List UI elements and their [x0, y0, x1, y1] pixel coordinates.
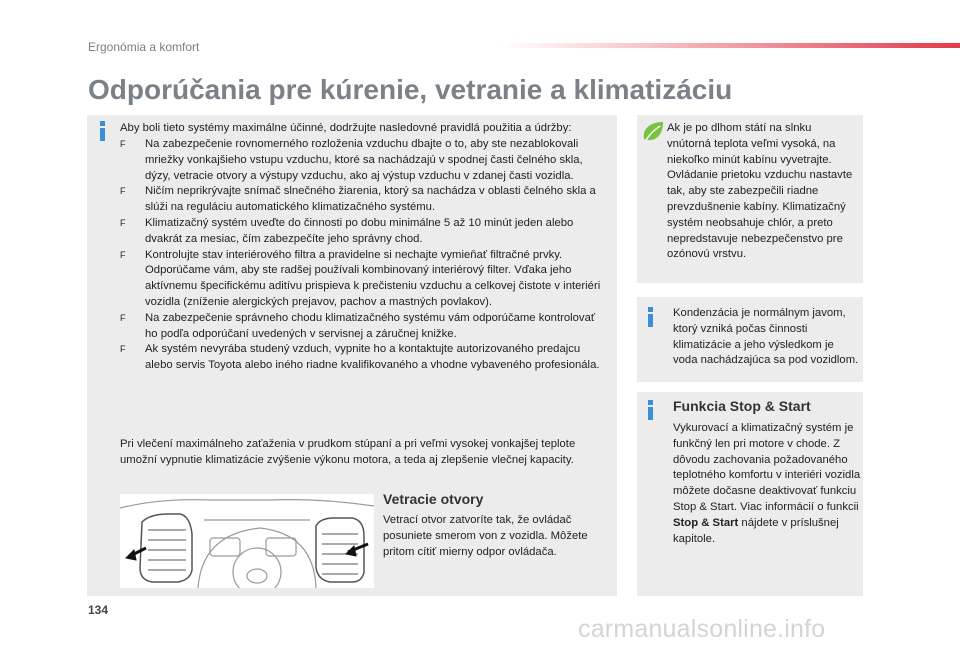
list-item: F Na zabezpečenie správneho chodu klimatizačného systému vám odporúčame kontrolovať ho podľa odporúčaní uvedených v servisnej a záručnej knižke. — [120, 311, 596, 340]
header-accent-bar — [500, 43, 960, 48]
list-item: F Kontrolujte stav interiérového filtra a pravidelne si nechajte vymieňať filtračné prvky. Odporúčame vám, aby ste radšej používali kombinovaný interiérový filter. Vďaka jeho aktívnemu špecifickému aditívu prispieva k prečisteniu vzduchu a celkovej čistote v interiéri vozidla (zníženie alergických prejavov, pachov a mastných povlakov). — [120, 248, 601, 308]
bullet-marker: F — [120, 186, 126, 197]
list-item: F Ak systém nevyrába studený vzduch, vypnite ho a kontaktujte autorizovaného predajcu alebo servis Toyota alebo iného riadne kvalifikovaného a vhodne vybaveného profesionála. — [120, 343, 600, 372]
info-icon — [646, 307, 654, 327]
towing-paragraph: Pri vlečení maximálneho zaťaženia v prudkom stúpaní a pri veľmi vysokej vonkajšej teplote umožní vypnutie klimatizácie zvýšenie výkonu motora, a teda aj zlepšenie vlečnej kapacity. — [120, 438, 576, 466]
page-number: 134 — [88, 603, 109, 617]
info-icon — [98, 121, 106, 141]
info-icon — [646, 400, 654, 420]
list-item: F Klimatizačný systém uveďte do činnosti po dobu minimálne 5 až 10 minút jeden alebo dvakrát za mesiac, čím zabezpečíte jeho správny chod. — [120, 216, 574, 245]
condensation-text: Kondenzácia je normálnym javom, ktorý vzniká počas činnosti klimatizácie a jeho výsledkom je voda nachádzajúca sa pod vozidlom. — [673, 307, 859, 367]
bullet-marker: F — [120, 139, 126, 149]
stop-start-bold: Stop & Start — [673, 516, 739, 529]
bullet-marker: F — [120, 249, 126, 260]
stop-start-text: Vykurovací a klimatizačný systém je funkčný len pri motore v chode. Z dôvodu zachovania požadovaného teplotného komfortu v interiéri vozidla môžete dočasne deaktivovať funkciu Stop & Start. Viac informácií o funkcii Stop & Start nájdete v príslušnej kapitole. — [673, 422, 861, 545]
eco-tip-text: Ak je po dlhom státí na slnku vnútorná teplota veľmi vysoká, na niekoľko minút kabínu vyvetrajte. Ovládanie prietoku vzduchu nastavte tak, aby ste zabezpečili riadne prevzdušnenie kabíny. Klimatizačný systém neobsahuje chlór, a preto nepredstavuje nebezpečenstvo pre ozónovú vrstvu. — [667, 122, 853, 261]
section-label: Ergonómia a komfort — [88, 40, 200, 54]
leaf-icon — [641, 120, 665, 142]
stop-start-heading: Funkcia Stop & Start — [673, 398, 811, 414]
bullet-marker: F — [120, 217, 126, 228]
list-item: F Ničím neprikrývajte snímač slnečného žiarenia, ktorý sa nachádza v oblasti čelného skla a slúži na reguláciu automatického klimatizačného systému. — [120, 185, 596, 214]
vent-drawing — [120, 494, 374, 588]
bullet-marker: F — [120, 312, 126, 323]
vents-description: Vetrací otvor zatvoríte tak, že ovládač posuniete smerom von z vozidla. Môžete pritom cítiť mierny odpor ovládača. — [383, 514, 588, 558]
vents-heading: Vetracie otvory — [383, 491, 484, 507]
recommendations-intro: Aby boli tieto systémy maximálne účinné, dodržujte nasledovné pravidlá použitia a údržby: — [120, 122, 572, 134]
recommendations-list — [120, 137, 610, 374]
dashboard-vents-illustration — [120, 494, 374, 588]
watermark: carmanualsonline.info — [578, 615, 826, 643]
page-title: Odporúčania pre kúrenie, vetranie a klimatizáciu — [88, 74, 733, 105]
list-item: F Na zabezpečenie rovnomerného rozloženia vzduchu dbajte o to, aby ste nezablokovali mriežky vonkajšieho vstupu vzduchu, ktoré sa nachádzajú v spodnej časti čelného skla, dýzy, vetracie otvory a výstupy vzduchu, ako aj výstup vzduchu v zdanej časti vozidla. — [120, 138, 583, 182]
bullet-marker: F — [120, 344, 126, 355]
